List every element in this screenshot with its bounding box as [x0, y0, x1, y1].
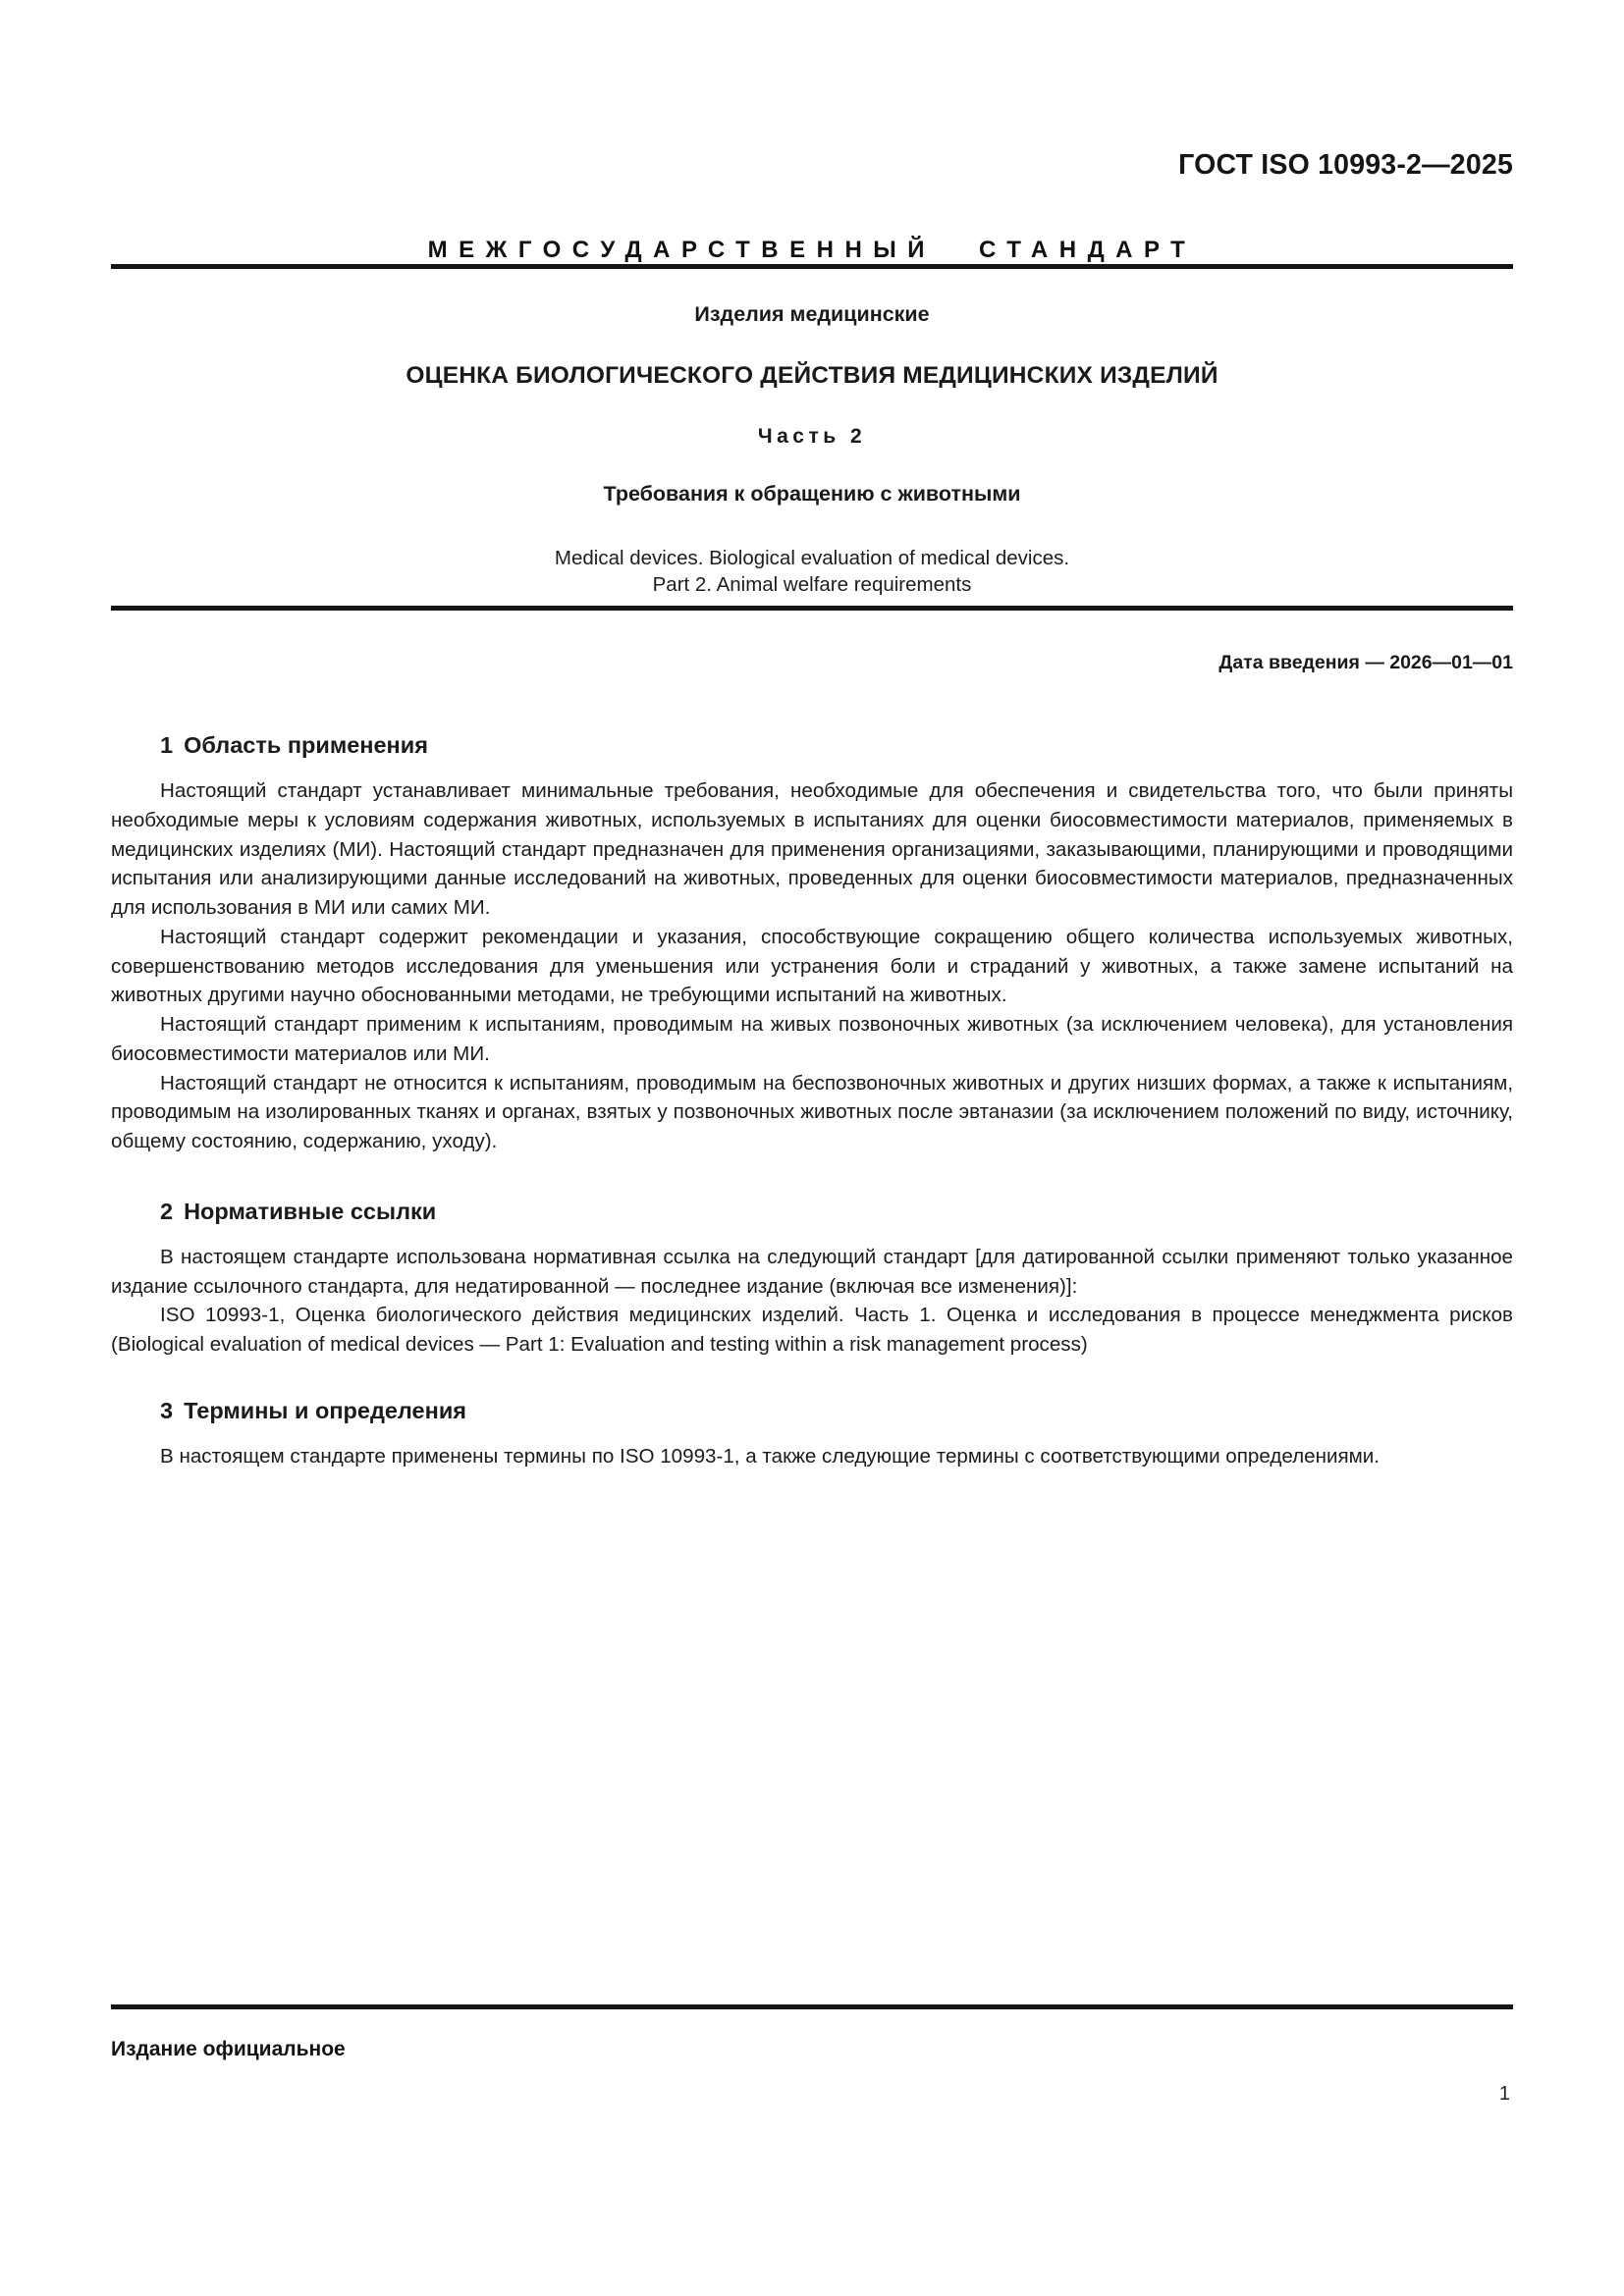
section-1-paragraph-4: Настоящий стандарт не относится к испытаниям, проводимым на беспозвоночных животных и других низших формах, а также к испытаниям, проводимым на изолированных тканях и органах, взятых у позвоночных животных после эвтаназии (за исключением положений по виду, источнику, общему состоянию, содержанию, уходу).: [111, 1071, 1513, 1153]
official-edition-label: Издание официальное: [111, 2038, 346, 2060]
spacer-before-section-3: [111, 1360, 1513, 1395]
page-number: 1: [1498, 2083, 1510, 2105]
title-english: [111, 545, 1513, 598]
title-subtitle-top: Изделия медицинские: [694, 302, 930, 326]
section-1-paragraph-1: Настоящий стандарт устанавливает минимальные требования, необходимые для обеспечения и свидетельства того, что были приняты необходимые меры к условиям содержания животных, используемых в испытаниях для оценки биосовместимости материалов, применяемых в медицинских изделиях (МИ). Настоящий стандарт предназначен для применения организациями, заказывающими, планирующими и проводящими испытания или анализирующими данные исследований на животных, проведенных для оценки биосовместимости материалов, предназначенных для использования в МИ или самих МИ.: [111, 779, 1513, 920]
standard-type-word-mezhgos: МЕЖГОСУДАРСТВЕННЫЙ: [427, 237, 937, 263]
title-subtitle-bottom: Требования к обращению с животными: [603, 482, 1021, 506]
document-body: [111, 729, 1513, 1470]
introduction-date: Дата введения — 2026—01—01: [1218, 652, 1513, 674]
title-block: [111, 269, 1513, 606]
section-heading-2: [111, 1196, 1513, 1229]
section-2-paragraph-2: ISO 10993-1, Оценка биологического действия медицинских изделий. Часть 1. Оценка и исследования в процессе менеджмента рисков (Biological evaluation of medical devices — Part 1: Evaluation and testing within a risk management process): [111, 1304, 1513, 1356]
section-3-paragraph-1: В настоящем стандарте применены термины по ISO 10993-1, а также следующие термины с соответствующими определениями.: [160, 1444, 1380, 1468]
section-title-2: Нормативные ссылки: [184, 1198, 437, 1224]
page-content: [111, 0, 1513, 2296]
title-part-label: Часть 2: [757, 425, 867, 448]
section-title-1: Область применения: [184, 732, 428, 759]
divider-footer: [111, 2004, 1513, 2009]
title-english-line-1: Medical devices. Biological evaluation of medical devices.: [554, 547, 1070, 569]
spacer-before-section-2: [111, 1156, 1513, 1196]
section-title-3: Термины и определения: [184, 1397, 466, 1423]
section-heading-1: [111, 729, 1513, 763]
section-1-paragraph-2: Настоящий стандарт содержит рекомендации и указания, способствующие сокращению общего количества используемых животных, совершенствованию методов исследования для уменьшения или устранения боли и страданий у животных, а также замене испытаний на животных другими научно обоснованными методами, не требующими испытаний на животных.: [111, 925, 1513, 1007]
divider-bottom: [111, 606, 1513, 611]
standard-type-word-standart: СТАНДАРТ: [979, 237, 1197, 263]
section-2-paragraph-1: В настоящем стандарте использована нормативная ссылка на следующий стандарт [для датированной ссылки применяют только указанное издание ссылочного стандарта, для недатированной — последнее издание (включая все изменения)]:: [111, 1245, 1513, 1298]
title-english-line-2: Part 2. Animal welfare requirements: [652, 573, 972, 597]
title-main: ОЦЕНКА БИОЛОГИЧЕСКОГО ДЕЙСТВИЯ МЕДИЦИНСКИХ ИЗДЕЛИЙ: [406, 362, 1218, 389]
document-code: ГОСТ ISO 10993-2—2025: [1178, 149, 1513, 181]
standard-type-line: [111, 237, 1513, 264]
section-number-3: 3: [160, 1397, 174, 1423]
section-number-2: 2: [160, 1198, 174, 1224]
section-1-paragraph-3: Настоящий стандарт применим к испытаниям, проводимым на живых позвоночных животных (за исключением человека), для установления биосовместимости материалов или МИ.: [111, 1013, 1513, 1065]
section-heading-3: [111, 1395, 1513, 1428]
section-number-1: 1: [160, 732, 174, 759]
